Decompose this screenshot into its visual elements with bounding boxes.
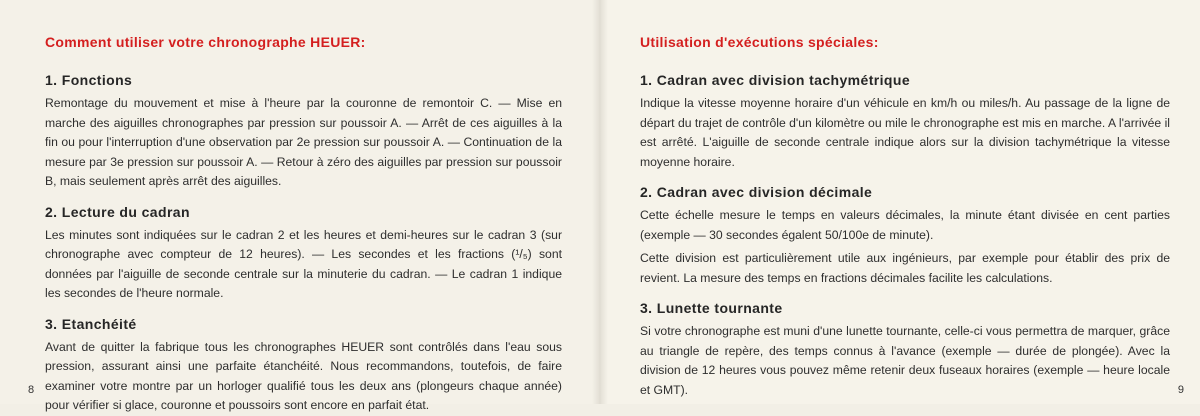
book-gutter	[592, 0, 608, 404]
section-title: 2. Cadran avec division décimale	[640, 184, 873, 200]
right-page-heading: Utilisation d'exécutions spéciales:	[640, 34, 879, 50]
section-title: 3. Lunette tournante	[640, 300, 783, 316]
section-paragraph: Cette échelle mesure le temps en valeurs décimales, la minute étant divisée en cent parties (exemple — 30 secondes égalent 50/100e de minute).	[640, 208, 1170, 242]
page-number: 8	[28, 384, 35, 396]
right-page	[600, 0, 1200, 404]
section-paragraph: Cette division est particulièrement utile aux ingénieurs, par exemple pour établir des prix de revient. La mesure des temps en fractions décimales facilite les calculations.	[640, 251, 1170, 285]
section-paragraph: Si votre chronographe est muni d'une lunette tournante, celle-ci vous permettra de marquer, grâce au triangle de repère, des temps connus à l'avance (exemple — durée de plongée). Avec la division de 12 heures vous pouvez même retenir deux fuseaux horaires (exemple — heure locale et GMT).	[640, 324, 1170, 397]
section-title: 3. Etanchéité	[45, 315, 137, 332]
section-paragraph: Avant de quitter la fabrique tous les chronographes HEUER sont contrôlés dans l'eau sous pression, assurant ainsi une parfaite étanchéité. Nous recommandons, toutefois, de faire examiner votre montre par un horloger qualifié tous les deux ans (plongeurs chaque année) pour vérifier si glace, couronne et poussoirs sont encore en parfait état.	[45, 339, 562, 412]
left-page-heading: Comment utiliser votre chronographe HEUER:	[45, 34, 366, 50]
section-paragraph: Les minutes sont indiquées sur le cadran 2 et les heures et demi-heures sur le cadran 3 (sur chronographe avec compteur de 12 heures). — Les secondes et les fractions (¹/₅) sont données par l'aiguille de seconde centrale sur la minuterie du cadran. — Le cadran 1 indique les secondes de l'heure normale.	[45, 227, 562, 300]
left-page	[0, 0, 600, 412]
section-paragraph: Remontage du mouvement et mise à l'heure par la couronne de remontoir C. — Mise en marche des aiguilles chronographes par pression sur poussoir A. — Arrêt de ces aiguilles à la fin ou pour l'interruption d'une observation par 2e pression sur poussoir A. — Continuation de la mesure par 3e pression sur poussoir A. — Retour à zéro des aiguilles par pression sur poussoir B, mais seulement après arrêt des aiguilles.	[45, 96, 562, 188]
section-lecture-cadran	[45, 204, 562, 304]
section-lunette-tournante	[640, 300, 1170, 400]
section-fonctions	[45, 72, 562, 192]
section-title: 1. Cadran avec division tachymétrique	[640, 72, 911, 88]
section-decimale	[640, 184, 1170, 288]
section-etancheite	[45, 316, 562, 416]
page-number: 9	[1177, 384, 1184, 396]
section-tachymetrique	[640, 72, 1170, 172]
section-paragraph: Indique la vitesse moyenne horaire d'un véhicule en km/h ou miles/h. Au passage de la ligne de départ du trajet de contrôle d'un kilomètre ou mile le chronographe est mis en marche. A l'arrivée il est arrêté. L'aiguille de seconde centrale indique alors sur la division tachymétrique la vitesse moyenne horaire.	[640, 96, 1170, 169]
section-title: 2. Lecture du cadran	[45, 203, 190, 220]
section-title: 1. Fonctions	[45, 72, 133, 88]
